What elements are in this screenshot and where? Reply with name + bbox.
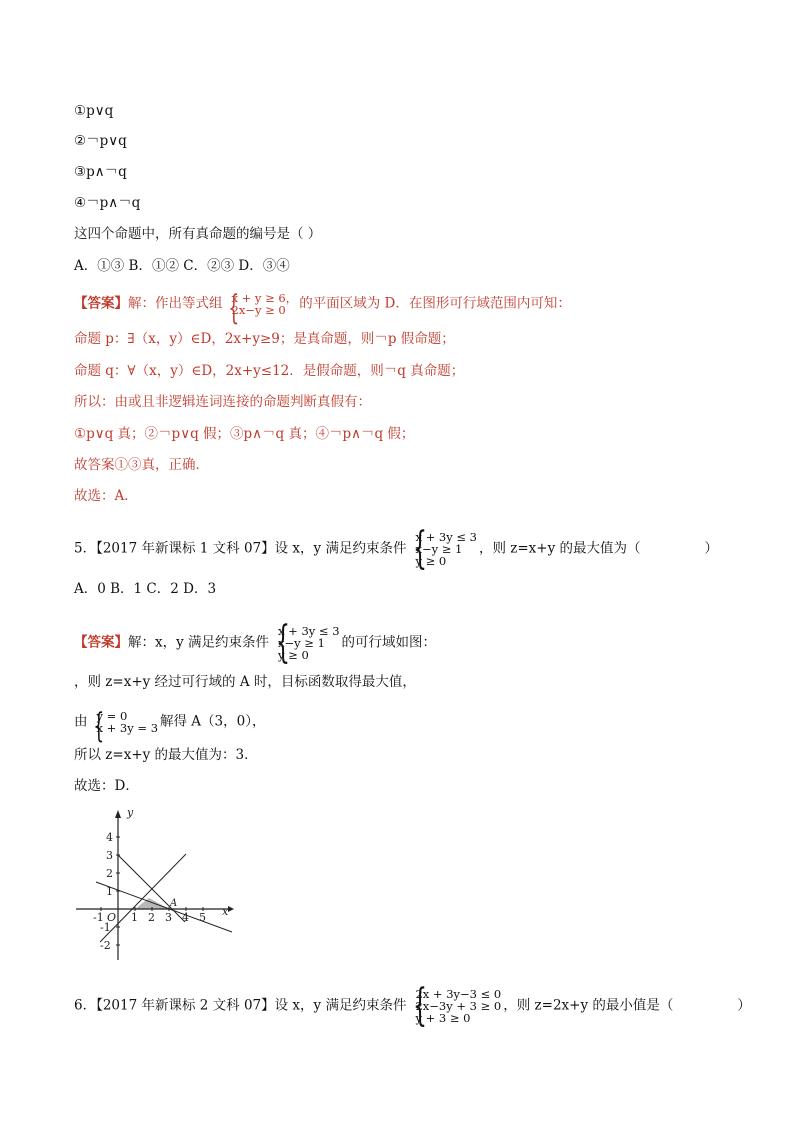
y-tick: 3 (106, 849, 113, 862)
system-row: y ≥ 0 (415, 554, 447, 568)
x-tick: 5 (199, 911, 206, 924)
answer5-line2: ，则 z=x+y 经过可行域的 A 时，目标函数取得最大值， (74, 674, 416, 690)
answer5-line5: 故选：D． (74, 778, 139, 794)
question6-stem-suffix: ，则 z=2x+y 的最小值是（ (503, 997, 674, 1014)
x-tick: -1 (93, 911, 104, 924)
system-row: y ≥ 0 (278, 648, 309, 662)
feasible-region-graph (70, 802, 245, 967)
proposition-4: ④￢p∧￢q (74, 195, 141, 211)
system-row: { y = 0 (96, 709, 128, 723)
question6-system (408, 988, 501, 1024)
origin-label: O (107, 911, 117, 924)
answer4-conclude-line: 故答案①③真，正确． (74, 457, 209, 473)
answer4-q-line: 命题 q：∀（x，y）∈D，2x+y≤12．是假命题，则￢q 真命题； (74, 363, 465, 379)
system-row: { 2x + 3y−3 ≤ 0 (415, 987, 502, 1001)
system-row: { x + 3y ≤ 3 (415, 530, 477, 544)
y-axis-arrow (115, 810, 121, 818)
proposition-1: ①p∨q (74, 103, 114, 119)
system-row: x−y ≥ 1 (278, 636, 325, 650)
x-axis-label: x (222, 905, 229, 918)
answer4-choice-line: 故选：A． (74, 488, 138, 504)
answer4-system (225, 292, 298, 316)
system-row: x−y ≥ 1 (415, 542, 463, 556)
answer5-tail: 的可行域如图： (341, 634, 437, 651)
question5-stem-close: ） (704, 540, 719, 557)
question5-stem-prefix: 5．【2017 年新课标 1 文科 07】设 x，y 满足约束条件 (74, 540, 407, 557)
answer5-lead: 解：x，y 满足约束条件 (128, 634, 270, 651)
answer4-so-line: 所以：由或且非逻辑连词连接的命题判断真假有： (74, 394, 371, 410)
x-axis-arrow (228, 906, 234, 912)
answer5-line3-system (90, 710, 159, 734)
question4-options: A．①③ B．①② C．②③ D．③④ (74, 258, 290, 274)
proposition-3: ③p∧￢q (74, 164, 127, 180)
answer5-system (271, 625, 340, 661)
y-axis-label: y (127, 806, 134, 819)
system-row: y + 3 ≥ 0 (415, 1011, 471, 1025)
system-row: x + 3y = 3 (96, 721, 159, 735)
y-tick: 1 (106, 885, 113, 898)
answer5-line3-suffix: 解得 A（3，0）， (160, 713, 266, 730)
system-row: 2x−3y + 3 ≥ 0 (415, 999, 502, 1013)
answer5-line3-prefix: 由 (74, 713, 88, 730)
question6-stem-close: ） (737, 997, 751, 1014)
question4-stem: 这四个命题中，所有真命题的编号是（ ） (74, 226, 322, 242)
x-tick: 4 (182, 911, 189, 924)
answer4-line1 (74, 292, 571, 316)
answer5-line3 (74, 710, 265, 734)
proposition-2: ②￢p∨q (74, 133, 127, 149)
question5-options: A．0 B．1 C．2 D．3 (74, 581, 217, 597)
question6-stem-prefix: 6．【2017 年新课标 2 文科 07】设 x，y 满足约束条件 (74, 997, 407, 1014)
answer4-tail: 的平面区域为 D．在图形可行域范围内可知： (299, 295, 571, 312)
answer5-line1 (74, 625, 436, 661)
answer-label: 【答案】 (74, 634, 128, 651)
x-tick: 1 (131, 911, 138, 924)
line-x-plus-3y-eq-3 (96, 882, 232, 932)
point-a-label: A (170, 898, 178, 909)
question5-system (408, 531, 477, 567)
question6-stem (74, 988, 751, 1024)
answer5-line4: 所以 z=x+y 的最大值为：3． (74, 747, 258, 763)
system-row: { x + y ≥ 6， (231, 291, 298, 305)
y-tick: 2 (106, 867, 113, 880)
y-tick: 4 (106, 831, 113, 844)
x-tick: 3 (165, 911, 172, 924)
answer4-lead: 解：作出等式组 (128, 295, 223, 312)
x-tick: 2 (148, 911, 155, 924)
answer4-p-line: 命题 p：∃（x，y）∈D，2x+y≥9；是真命题，则￢p 假命题； (74, 331, 455, 347)
answer4-judge-line: ①p∨q 真；②￢p∨q 假；③p∧￢q 真；④￢p∧￢q 假； (74, 426, 415, 442)
y-tick: -2 (100, 939, 111, 952)
question5-stem (74, 531, 718, 567)
y-tick: -1 (100, 921, 111, 934)
system-row: 2x−y ≥ 0 (231, 303, 286, 317)
answer-label: 【答案】 (74, 295, 128, 312)
system-row: { x + 3y ≤ 3 (278, 624, 340, 638)
question5-stem-suffix: ，则 z=x+y 的最大值为（ (478, 540, 641, 557)
